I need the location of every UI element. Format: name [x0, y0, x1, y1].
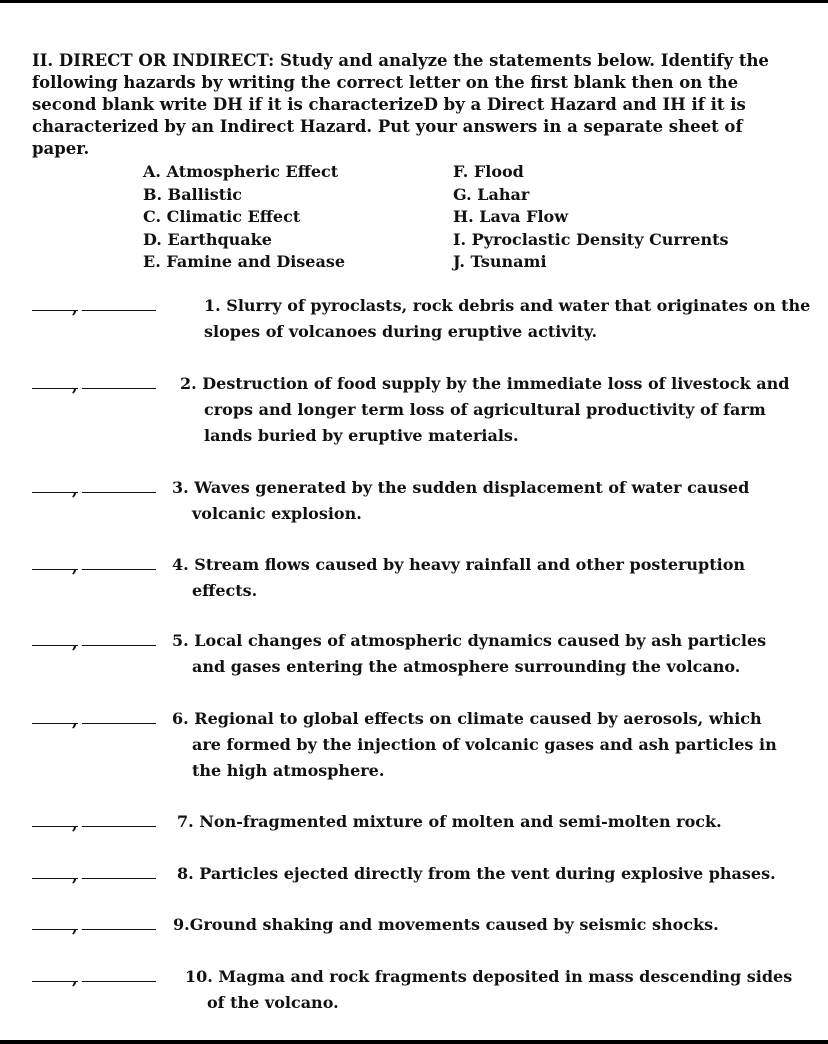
question-5-text: 5. Local changes of atmospheric dynamics caused by ash particles and gases entering the atmosphere surrounding the volcano. — [172, 631, 767, 676]
question-8-text: 8. Particles ejected directly from the vent during explosive phases. — [177, 864, 776, 883]
question-text — [177, 861, 797, 887]
question-text — [172, 552, 752, 604]
choice-f: F. Flood — [453, 162, 524, 181]
blank-separator: , — [72, 866, 78, 885]
hazard-type-blank[interactable] — [82, 913, 156, 930]
blank-separator: , — [72, 376, 78, 395]
question-7-text: 7. Non-fragmented mixture of molten and semi-molten rock. — [177, 812, 722, 831]
bottom-border — [0, 1040, 828, 1044]
hazard-type-blank[interactable] — [82, 707, 156, 724]
hazard-type-blank[interactable] — [82, 629, 156, 646]
choice-e: E. Famine and Disease — [143, 252, 346, 271]
question-text — [177, 809, 797, 835]
choice-b: B. Ballistic — [143, 184, 243, 204]
hazard-type-blank[interactable] — [82, 862, 156, 879]
blank-separator: , — [72, 298, 78, 317]
hazard-type-blank[interactable] — [82, 965, 156, 982]
instructions-paragraph: II. DIRECT OR INDIRECT: Study and analyze the statements below. Identify the following hazards by writing the correct letter on the first blank then on the second blank write DH if it is characterizeD by a Direct Hazard and IH if it is characterized by an Indirect Hazard. Put your answers in a separate sheet of paper. — [32, 51, 769, 158]
top-border — [0, 0, 828, 3]
question-3-text: 3. Waves generated by the sudden displacement of water caused volcanic explosion. — [172, 478, 750, 523]
question-10-text: 10. Magma and rock fragments deposited in mass descending sides of the volcano. — [185, 967, 793, 1012]
choice-g: G. Lahar — [453, 184, 530, 204]
question-text — [185, 964, 812, 1016]
question-4-text: 4. Stream flows caused by heavy rainfall and other posteruption effects. — [172, 555, 746, 600]
question-9-text: 9.Ground shaking and movements caused by seismic shocks. — [173, 915, 719, 934]
question-text — [172, 706, 792, 784]
choice-j: J. Tsunami — [453, 252, 547, 271]
hazard-type-blank[interactable] — [82, 372, 156, 389]
hazard-type-blank[interactable] — [82, 476, 156, 493]
choices-right-column — [453, 161, 729, 274]
choice-h: H. Lava Flow — [453, 207, 568, 226]
question-text — [172, 628, 792, 680]
choice-c: C. Climatic Effect — [143, 207, 301, 226]
question-6-text: 6. Regional to global effects on climate caused by aerosols, which are formed by the injection of volcanic gases and ash particles in the high atmosphere. — [172, 709, 777, 780]
blank-separator: , — [72, 711, 78, 730]
question-2-text: 2. Destruction of food supply by the immediate loss of livestock and crops and longer term loss of agricultural productivity of farm lands buried by eruptive materials. — [180, 374, 790, 445]
blank-separator: , — [72, 557, 78, 576]
hazard-type-blank[interactable] — [82, 810, 156, 827]
blank-separator: , — [72, 917, 78, 936]
question-text — [180, 293, 818, 345]
hazard-type-blank[interactable] — [82, 294, 156, 311]
question-1-text: 1. Slurry of pyroclasts, rock debris and water that originates on the slopes of volcanoes during eruptive activity. — [204, 296, 811, 341]
choice-a: A. Atmospheric Effect — [143, 162, 339, 181]
choice-i: I. Pyroclastic Density Currents — [453, 229, 729, 249]
hazard-type-blank[interactable] — [82, 553, 156, 570]
blank-separator: , — [72, 480, 78, 499]
question-text — [172, 475, 792, 527]
blank-separator: , — [72, 814, 78, 833]
blank-separator: , — [72, 633, 78, 652]
choices-left-column — [143, 161, 345, 274]
blank-separator: , — [72, 969, 78, 988]
choice-d: D. Earthquake — [143, 229, 272, 249]
question-text — [173, 912, 793, 938]
question-text — [180, 371, 818, 449]
